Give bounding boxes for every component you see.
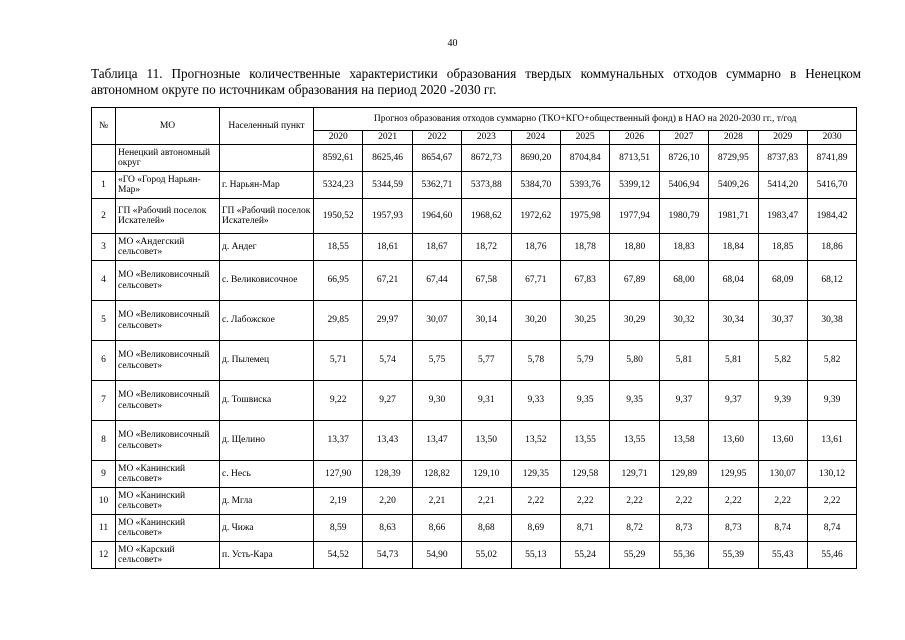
settlement-cell: д. Чижа <box>220 515 314 542</box>
value-cell: 54,73 <box>363 542 412 569</box>
value-cell: 129,58 <box>560 461 609 488</box>
value-cell: 29,85 <box>314 301 363 341</box>
value-cell: 5384,70 <box>511 172 560 199</box>
value-cell: 66,95 <box>314 261 363 301</box>
value-cell: 129,89 <box>659 461 708 488</box>
value-cell: 8690,20 <box>511 145 560 172</box>
value-cell: 9,35 <box>610 381 659 421</box>
value-cell: 5,81 <box>709 341 758 381</box>
value-cell: 5,78 <box>511 341 560 381</box>
value-cell: 55,24 <box>560 542 609 569</box>
header-year: 2030 <box>807 131 856 145</box>
value-cell: 55,43 <box>758 542 807 569</box>
value-cell: 18,72 <box>462 234 511 261</box>
value-cell: 8,74 <box>758 515 807 542</box>
table-caption: Таблица 11. Прогнозные количественные характеристики образования твердых коммунальных отходов суммарно в Ненецком автономном округе по источникам образования на период 2020 -2030 гг. <box>91 66 861 97</box>
value-cell: 8,68 <box>462 515 511 542</box>
value-cell: 13,50 <box>462 421 511 461</box>
value-cell: 8,59 <box>314 515 363 542</box>
row-number-cell: 3 <box>92 234 116 261</box>
table-row <box>92 461 857 488</box>
value-cell: 54,90 <box>412 542 461 569</box>
value-cell: 13,55 <box>610 421 659 461</box>
value-cell: 2,22 <box>807 488 856 515</box>
value-cell: 127,90 <box>314 461 363 488</box>
value-cell: 8,66 <box>412 515 461 542</box>
table-row <box>92 421 857 461</box>
settlement-cell: ГП «Рабочий поселок Искателей» <box>220 199 314 234</box>
value-cell: 1981,71 <box>709 199 758 234</box>
settlement-cell <box>220 145 314 172</box>
value-cell: 5,82 <box>758 341 807 381</box>
value-cell: 8625,46 <box>363 145 412 172</box>
value-cell: 5406,94 <box>659 172 708 199</box>
settlement-cell: с. Лабожское <box>220 301 314 341</box>
header-num: № <box>92 108 116 145</box>
row-number-cell: 6 <box>92 341 116 381</box>
value-cell: 18,86 <box>807 234 856 261</box>
value-cell: 5,75 <box>412 341 461 381</box>
table-row <box>92 261 857 301</box>
municipality-cell: МО «Канинский сельсовет» <box>116 515 220 542</box>
value-cell: 8,69 <box>511 515 560 542</box>
value-cell: 68,04 <box>709 261 758 301</box>
row-number-cell: 9 <box>92 461 116 488</box>
value-cell: 13,60 <box>758 421 807 461</box>
value-cell: 8741,89 <box>807 145 856 172</box>
value-cell: 9,37 <box>709 381 758 421</box>
settlement-cell: с. Несь <box>220 461 314 488</box>
settlement-cell: д. Тошвиска <box>220 381 314 421</box>
value-cell: 8729,95 <box>709 145 758 172</box>
value-cell: 129,35 <box>511 461 560 488</box>
value-cell: 5416,70 <box>807 172 856 199</box>
table-body <box>92 145 857 569</box>
value-cell: 8,74 <box>807 515 856 542</box>
value-cell: 18,76 <box>511 234 560 261</box>
value-cell: 1983,47 <box>758 199 807 234</box>
value-cell: 2,19 <box>314 488 363 515</box>
header-year: 2028 <box>709 131 758 145</box>
municipality-cell: МО «Великовисочный сельсовет» <box>116 341 220 381</box>
value-cell: 55,29 <box>610 542 659 569</box>
value-cell: 1972,62 <box>511 199 560 234</box>
header-year: 2026 <box>610 131 659 145</box>
value-cell: 5,81 <box>659 341 708 381</box>
settlement-cell: д. Щелино <box>220 421 314 461</box>
municipality-cell: МО «Великовисочный сельсовет» <box>116 261 220 301</box>
value-cell: 8713,51 <box>610 145 659 172</box>
value-cell: 8704,84 <box>560 145 609 172</box>
header-forecast: Прогноз образования отходов суммарно (ТКО+КГО+общественный фонд) в НАО на 2020-2030 гг., т/год <box>314 108 857 131</box>
header-year: 2023 <box>462 131 511 145</box>
municipality-cell: МО «Великовисочный сельсовет» <box>116 421 220 461</box>
value-cell: 9,37 <box>659 381 708 421</box>
value-cell: 2,22 <box>709 488 758 515</box>
settlement-cell: п. Усть-Кара <box>220 542 314 569</box>
table-row <box>92 341 857 381</box>
value-cell: 18,83 <box>659 234 708 261</box>
value-cell: 8,72 <box>610 515 659 542</box>
value-cell: 130,12 <box>807 461 856 488</box>
value-cell: 2,22 <box>758 488 807 515</box>
value-cell: 129,95 <box>709 461 758 488</box>
value-cell: 8737,83 <box>758 145 807 172</box>
header-year: 2021 <box>363 131 412 145</box>
value-cell: 5324,23 <box>314 172 363 199</box>
value-cell: 5,80 <box>610 341 659 381</box>
value-cell: 30,38 <box>807 301 856 341</box>
value-cell: 5,82 <box>807 341 856 381</box>
value-cell: 18,55 <box>314 234 363 261</box>
header-year: 2020 <box>314 131 363 145</box>
value-cell: 8,63 <box>363 515 412 542</box>
value-cell: 30,29 <box>610 301 659 341</box>
value-cell: 1984,42 <box>807 199 856 234</box>
value-cell: 2,20 <box>363 488 412 515</box>
value-cell: 55,13 <box>511 542 560 569</box>
value-cell: 2,21 <box>462 488 511 515</box>
value-cell: 30,20 <box>511 301 560 341</box>
municipality-cell: МО «Канинский сельсовет» <box>116 461 220 488</box>
value-cell: 13,52 <box>511 421 560 461</box>
settlement-cell: д. Мгла <box>220 488 314 515</box>
row-number-cell: 4 <box>92 261 116 301</box>
value-cell: 30,07 <box>412 301 461 341</box>
value-cell: 5,71 <box>314 341 363 381</box>
value-cell: 18,80 <box>610 234 659 261</box>
row-number-cell: 12 <box>92 542 116 569</box>
value-cell: 67,71 <box>511 261 560 301</box>
value-cell: 55,36 <box>659 542 708 569</box>
value-cell: 130,07 <box>758 461 807 488</box>
value-cell: 5414,20 <box>758 172 807 199</box>
value-cell: 5,79 <box>560 341 609 381</box>
table-row <box>92 381 857 421</box>
header-year: 2025 <box>560 131 609 145</box>
table-row <box>92 488 857 515</box>
value-cell: 2,22 <box>560 488 609 515</box>
value-cell: 30,14 <box>462 301 511 341</box>
value-cell: 129,71 <box>610 461 659 488</box>
value-cell: 18,84 <box>709 234 758 261</box>
value-cell: 5409,26 <box>709 172 758 199</box>
header-settlement: Населенный пункт <box>220 108 314 145</box>
value-cell: 1968,62 <box>462 199 511 234</box>
value-cell: 128,39 <box>363 461 412 488</box>
value-cell: 8,73 <box>659 515 708 542</box>
settlement-cell: г. Нарьян-Мар <box>220 172 314 199</box>
row-number-cell <box>92 145 116 172</box>
value-cell: 2,21 <box>412 488 461 515</box>
header-year: 2029 <box>758 131 807 145</box>
value-cell: 9,35 <box>560 381 609 421</box>
value-cell: 13,61 <box>807 421 856 461</box>
value-cell: 30,34 <box>709 301 758 341</box>
value-cell: 9,27 <box>363 381 412 421</box>
value-cell: 18,61 <box>363 234 412 261</box>
row-number-cell: 2 <box>92 199 116 234</box>
table-row <box>92 145 857 172</box>
value-cell: 30,32 <box>659 301 708 341</box>
value-cell: 1975,98 <box>560 199 609 234</box>
row-number-cell: 1 <box>92 172 116 199</box>
value-cell: 5393,76 <box>560 172 609 199</box>
value-cell: 67,44 <box>412 261 461 301</box>
table-row <box>92 234 857 261</box>
row-number-cell: 11 <box>92 515 116 542</box>
value-cell: 5344,59 <box>363 172 412 199</box>
value-cell: 8654,67 <box>412 145 461 172</box>
row-number-cell: 8 <box>92 421 116 461</box>
value-cell: 13,55 <box>560 421 609 461</box>
table-row <box>92 172 857 199</box>
value-cell: 5,74 <box>363 341 412 381</box>
value-cell: 68,09 <box>758 261 807 301</box>
value-cell: 5362,71 <box>412 172 461 199</box>
municipality-cell: МО «Великовисочный сельсовет» <box>116 301 220 341</box>
municipality-cell: МО «Канинский сельсовет» <box>116 488 220 515</box>
value-cell: 18,78 <box>560 234 609 261</box>
header-year: 2027 <box>659 131 708 145</box>
value-cell: 8672,73 <box>462 145 511 172</box>
municipality-cell: «ГО «Город Нарьян-Мар» <box>116 172 220 199</box>
table-row <box>92 542 857 569</box>
table-row <box>92 199 857 234</box>
municipality-cell: Ненецкий автономный округ <box>116 145 220 172</box>
municipality-cell: МО «Великовисочный сельсовет» <box>116 381 220 421</box>
value-cell: 9,31 <box>462 381 511 421</box>
value-cell: 128,82 <box>412 461 461 488</box>
value-cell: 5399,12 <box>610 172 659 199</box>
value-cell: 5,77 <box>462 341 511 381</box>
page-number: 40 <box>447 38 458 49</box>
value-cell: 1980,79 <box>659 199 708 234</box>
value-cell: 8,73 <box>709 515 758 542</box>
value-cell: 2,22 <box>610 488 659 515</box>
municipality-cell: МО «Карский сельсовет» <box>116 542 220 569</box>
value-cell: 55,02 <box>462 542 511 569</box>
value-cell: 8592,61 <box>314 145 363 172</box>
value-cell: 9,30 <box>412 381 461 421</box>
value-cell: 67,83 <box>560 261 609 301</box>
value-cell: 2,22 <box>659 488 708 515</box>
value-cell: 68,00 <box>659 261 708 301</box>
value-cell: 13,43 <box>363 421 412 461</box>
value-cell: 67,58 <box>462 261 511 301</box>
value-cell: 1964,60 <box>412 199 461 234</box>
header-year: 2024 <box>511 131 560 145</box>
row-number-cell: 10 <box>92 488 116 515</box>
value-cell: 55,39 <box>709 542 758 569</box>
value-cell: 1977,94 <box>610 199 659 234</box>
value-cell: 18,67 <box>412 234 461 261</box>
value-cell: 13,47 <box>412 421 461 461</box>
value-cell: 9,39 <box>807 381 856 421</box>
value-cell: 67,89 <box>610 261 659 301</box>
value-cell: 1950,52 <box>314 199 363 234</box>
value-cell: 1957,93 <box>363 199 412 234</box>
value-cell: 30,25 <box>560 301 609 341</box>
value-cell: 8726,10 <box>659 145 708 172</box>
value-cell: 2,22 <box>511 488 560 515</box>
value-cell: 29,97 <box>363 301 412 341</box>
value-cell: 9,33 <box>511 381 560 421</box>
header-year: 2022 <box>412 131 461 145</box>
value-cell: 30,37 <box>758 301 807 341</box>
row-number-cell: 7 <box>92 381 116 421</box>
table-row <box>92 515 857 542</box>
header-mo: МО <box>116 108 220 145</box>
table-row <box>92 301 857 341</box>
settlement-cell: д. Андег <box>220 234 314 261</box>
settlement-cell: с. Великовисочное <box>220 261 314 301</box>
value-cell: 13,60 <box>709 421 758 461</box>
value-cell: 9,39 <box>758 381 807 421</box>
value-cell: 13,37 <box>314 421 363 461</box>
value-cell: 18,85 <box>758 234 807 261</box>
value-cell: 129,10 <box>462 461 511 488</box>
value-cell: 9,22 <box>314 381 363 421</box>
settlement-cell: д. Пылемец <box>220 341 314 381</box>
municipality-cell: МО «Андегский сельсовет» <box>116 234 220 261</box>
value-cell: 8,71 <box>560 515 609 542</box>
value-cell: 54,52 <box>314 542 363 569</box>
value-cell: 68,12 <box>807 261 856 301</box>
row-number-cell: 5 <box>92 301 116 341</box>
municipality-cell: ГП «Рабочий поселок Искателей» <box>116 199 220 234</box>
value-cell: 55,46 <box>807 542 856 569</box>
value-cell: 5373,88 <box>462 172 511 199</box>
value-cell: 13,58 <box>659 421 708 461</box>
forecast-table <box>91 107 857 569</box>
value-cell: 67,21 <box>363 261 412 301</box>
